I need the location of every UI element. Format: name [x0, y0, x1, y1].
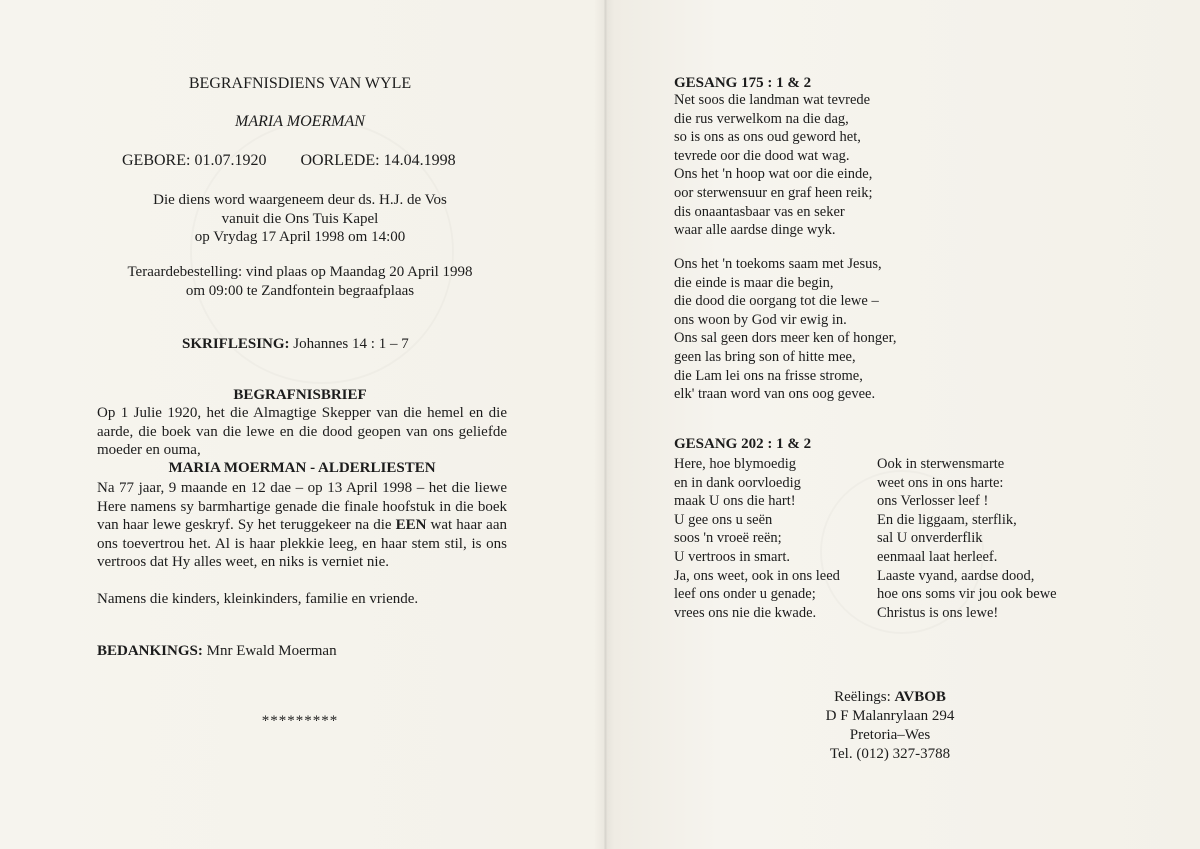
- hymn-1-stanza-2: [674, 255, 897, 404]
- arrangements-label: Reëlings:: [834, 689, 891, 705]
- reading-text: Johannes 14 : 1 – 7: [293, 336, 409, 352]
- verse-line: Ook in sterwensmarte: [877, 456, 1005, 472]
- verse-line: die dood die oorgang tot die lewe –: [674, 293, 879, 310]
- verse-line: maak U ons die hart!: [674, 493, 796, 510]
- verse-line: Ons het 'n toekoms saam met Jesus,: [674, 256, 882, 272]
- hymn-2-title: GESANG 202 : 1 & 2: [674, 436, 812, 452]
- letter-text: wat haar aan ons toevertrou het. Al is haar plekkie leeg, en haar stem stil, is ons vertroos dat Hy alles weet, en niks is verniet nie.: [97, 517, 507, 570]
- letter-paragraph-2: [97, 479, 507, 572]
- verse-line: waar alle aardse dinge wyk.: [674, 222, 836, 239]
- verse-line: die einde is maar die begin,: [674, 274, 834, 291]
- verse-line: vrees ons nie die kwade.: [674, 604, 817, 621]
- verse-line: die Lam lei ons na frisse strome,: [674, 367, 863, 384]
- verse-line: Laaste vyand, aardse dood,: [877, 567, 1035, 584]
- verse-line: eenmaal laat herleef.: [877, 548, 998, 565]
- service-line: Die diens word waargeneem deur ds. H.J. de Vos: [153, 192, 447, 208]
- letter-fullname: MARIA MOERMAN - ALDERLIESTEN: [168, 460, 436, 476]
- arrangements-company: AVBOB: [894, 689, 946, 705]
- verse-line: Here, hoe blymoedig: [674, 456, 797, 472]
- arrangements: [760, 688, 1020, 764]
- verse-line: U vertroos in smart.: [674, 548, 790, 565]
- phone-line: Tel. (012) 327-3788: [829, 746, 951, 762]
- verse-line: die rus verwelkom na die dag,: [674, 110, 849, 127]
- verse-line: leef ons onder u genade;: [674, 586, 816, 603]
- verse-line: elk' traan word van ons oog gevee.: [674, 386, 876, 403]
- born-date: 01.07.1920: [194, 152, 267, 169]
- verse-line: sal U onverderflik: [877, 530, 983, 547]
- arrangements-line: [760, 688, 1020, 707]
- verse-line: hoe ons soms vir jou ook bewe: [877, 586, 1057, 603]
- verse-line: Ons sal geen dors meer ken of honger,: [674, 330, 897, 347]
- hymn-2-column-1: [674, 455, 840, 622]
- thanks-text: Mnr Ewald Moerman: [206, 643, 337, 659]
- verse-line: U gee ons u seën: [674, 511, 773, 528]
- verse-line: Ons het 'n hoop wat oor die einde,: [674, 166, 873, 183]
- family-line: Namens die kinders, kleinkinders, familie en vriende.: [97, 591, 419, 607]
- scripture-reading: [182, 336, 409, 353]
- service-heading: BEGRAFNISDIENS VAN WYLE: [188, 75, 412, 92]
- hymn-1-stanza-1: [674, 91, 873, 240]
- verse-line: En die liggaam, sterflik,: [877, 511, 1017, 528]
- address-line: D F Malanrylaan 294: [825, 708, 955, 724]
- letter-text: Na 77 jaar, 9 maande en 12 dae – op 13 April 1998 – het die liewe Here namens sy barmhartige genade die finale hoofstuk in die boek van haar lewe geskryf. Sy het teruggekeer na die: [97, 480, 507, 533]
- letter-emphasis: EEN: [395, 517, 427, 533]
- stars-divider: *********: [261, 713, 339, 729]
- thanks-label: BEDANKINGS:: [97, 643, 203, 659]
- reading-label: SKRIFLESING:: [182, 336, 290, 352]
- hymn-2-column-2: [877, 455, 1057, 622]
- service-details: [100, 191, 500, 247]
- burial-line: om 09:00 te Zandfontein begraafplaas: [185, 282, 415, 299]
- address-line: Pretoria–Wes: [849, 727, 931, 743]
- deceased-name: MARIA MOERMAN: [235, 113, 365, 130]
- dates-line: [122, 152, 456, 170]
- verse-line: dis onaantasbaar vas en seker: [674, 203, 845, 220]
- letter-paragraph-1: Op 1 Julie 1920, het die Almagtige Skepper van die hemel en die aarde, die boek van die lewe en die dood geopen van ons geliefde moeder en ouma,: [97, 405, 507, 458]
- verse-line: ons Verlosser leef !: [877, 493, 989, 510]
- service-line: vanuit die Ons Tuis Kapel: [221, 210, 379, 227]
- died-label: OORLEDE:: [300, 152, 380, 169]
- verse-line: soos 'n vroeë reën;: [674, 530, 782, 547]
- died-date: 14.04.1998: [383, 152, 456, 169]
- verse-line: weet ons in ons harte:: [877, 474, 1004, 491]
- letter-heading: BEGRAFNISBRIEF: [233, 387, 367, 403]
- born-label: GEBORE:: [122, 152, 191, 169]
- service-line: op Vrydag 17 April 1998 om 14:00: [194, 229, 406, 245]
- verse-line: ons woon by God vir ewig in.: [674, 311, 847, 328]
- verse-line: Ja, ons weet, ook in ons leed: [674, 567, 840, 584]
- verse-line: en in dank oorvloedig: [674, 474, 801, 491]
- verse-line: so is ons as ons oud geword het,: [674, 129, 861, 146]
- thanks-line: [97, 643, 337, 660]
- verse-line: tevrede oor die dood wat wag.: [674, 147, 850, 164]
- verse-line: Net soos die landman wat tevrede: [674, 92, 871, 108]
- verse-line: Christus is ons lewe!: [877, 604, 999, 621]
- burial-line: Teraardebestelling: vind plaas op Maandag 20 April 1998: [127, 264, 473, 280]
- verse-line: oor sterwensuur en graf heen reik;: [674, 184, 873, 201]
- right-page: [607, 0, 1200, 849]
- hymn-1-title: GESANG 175 : 1 & 2: [674, 75, 812, 91]
- burial-details: [100, 263, 500, 300]
- verse-line: geen las bring son of hitte mee,: [674, 348, 856, 365]
